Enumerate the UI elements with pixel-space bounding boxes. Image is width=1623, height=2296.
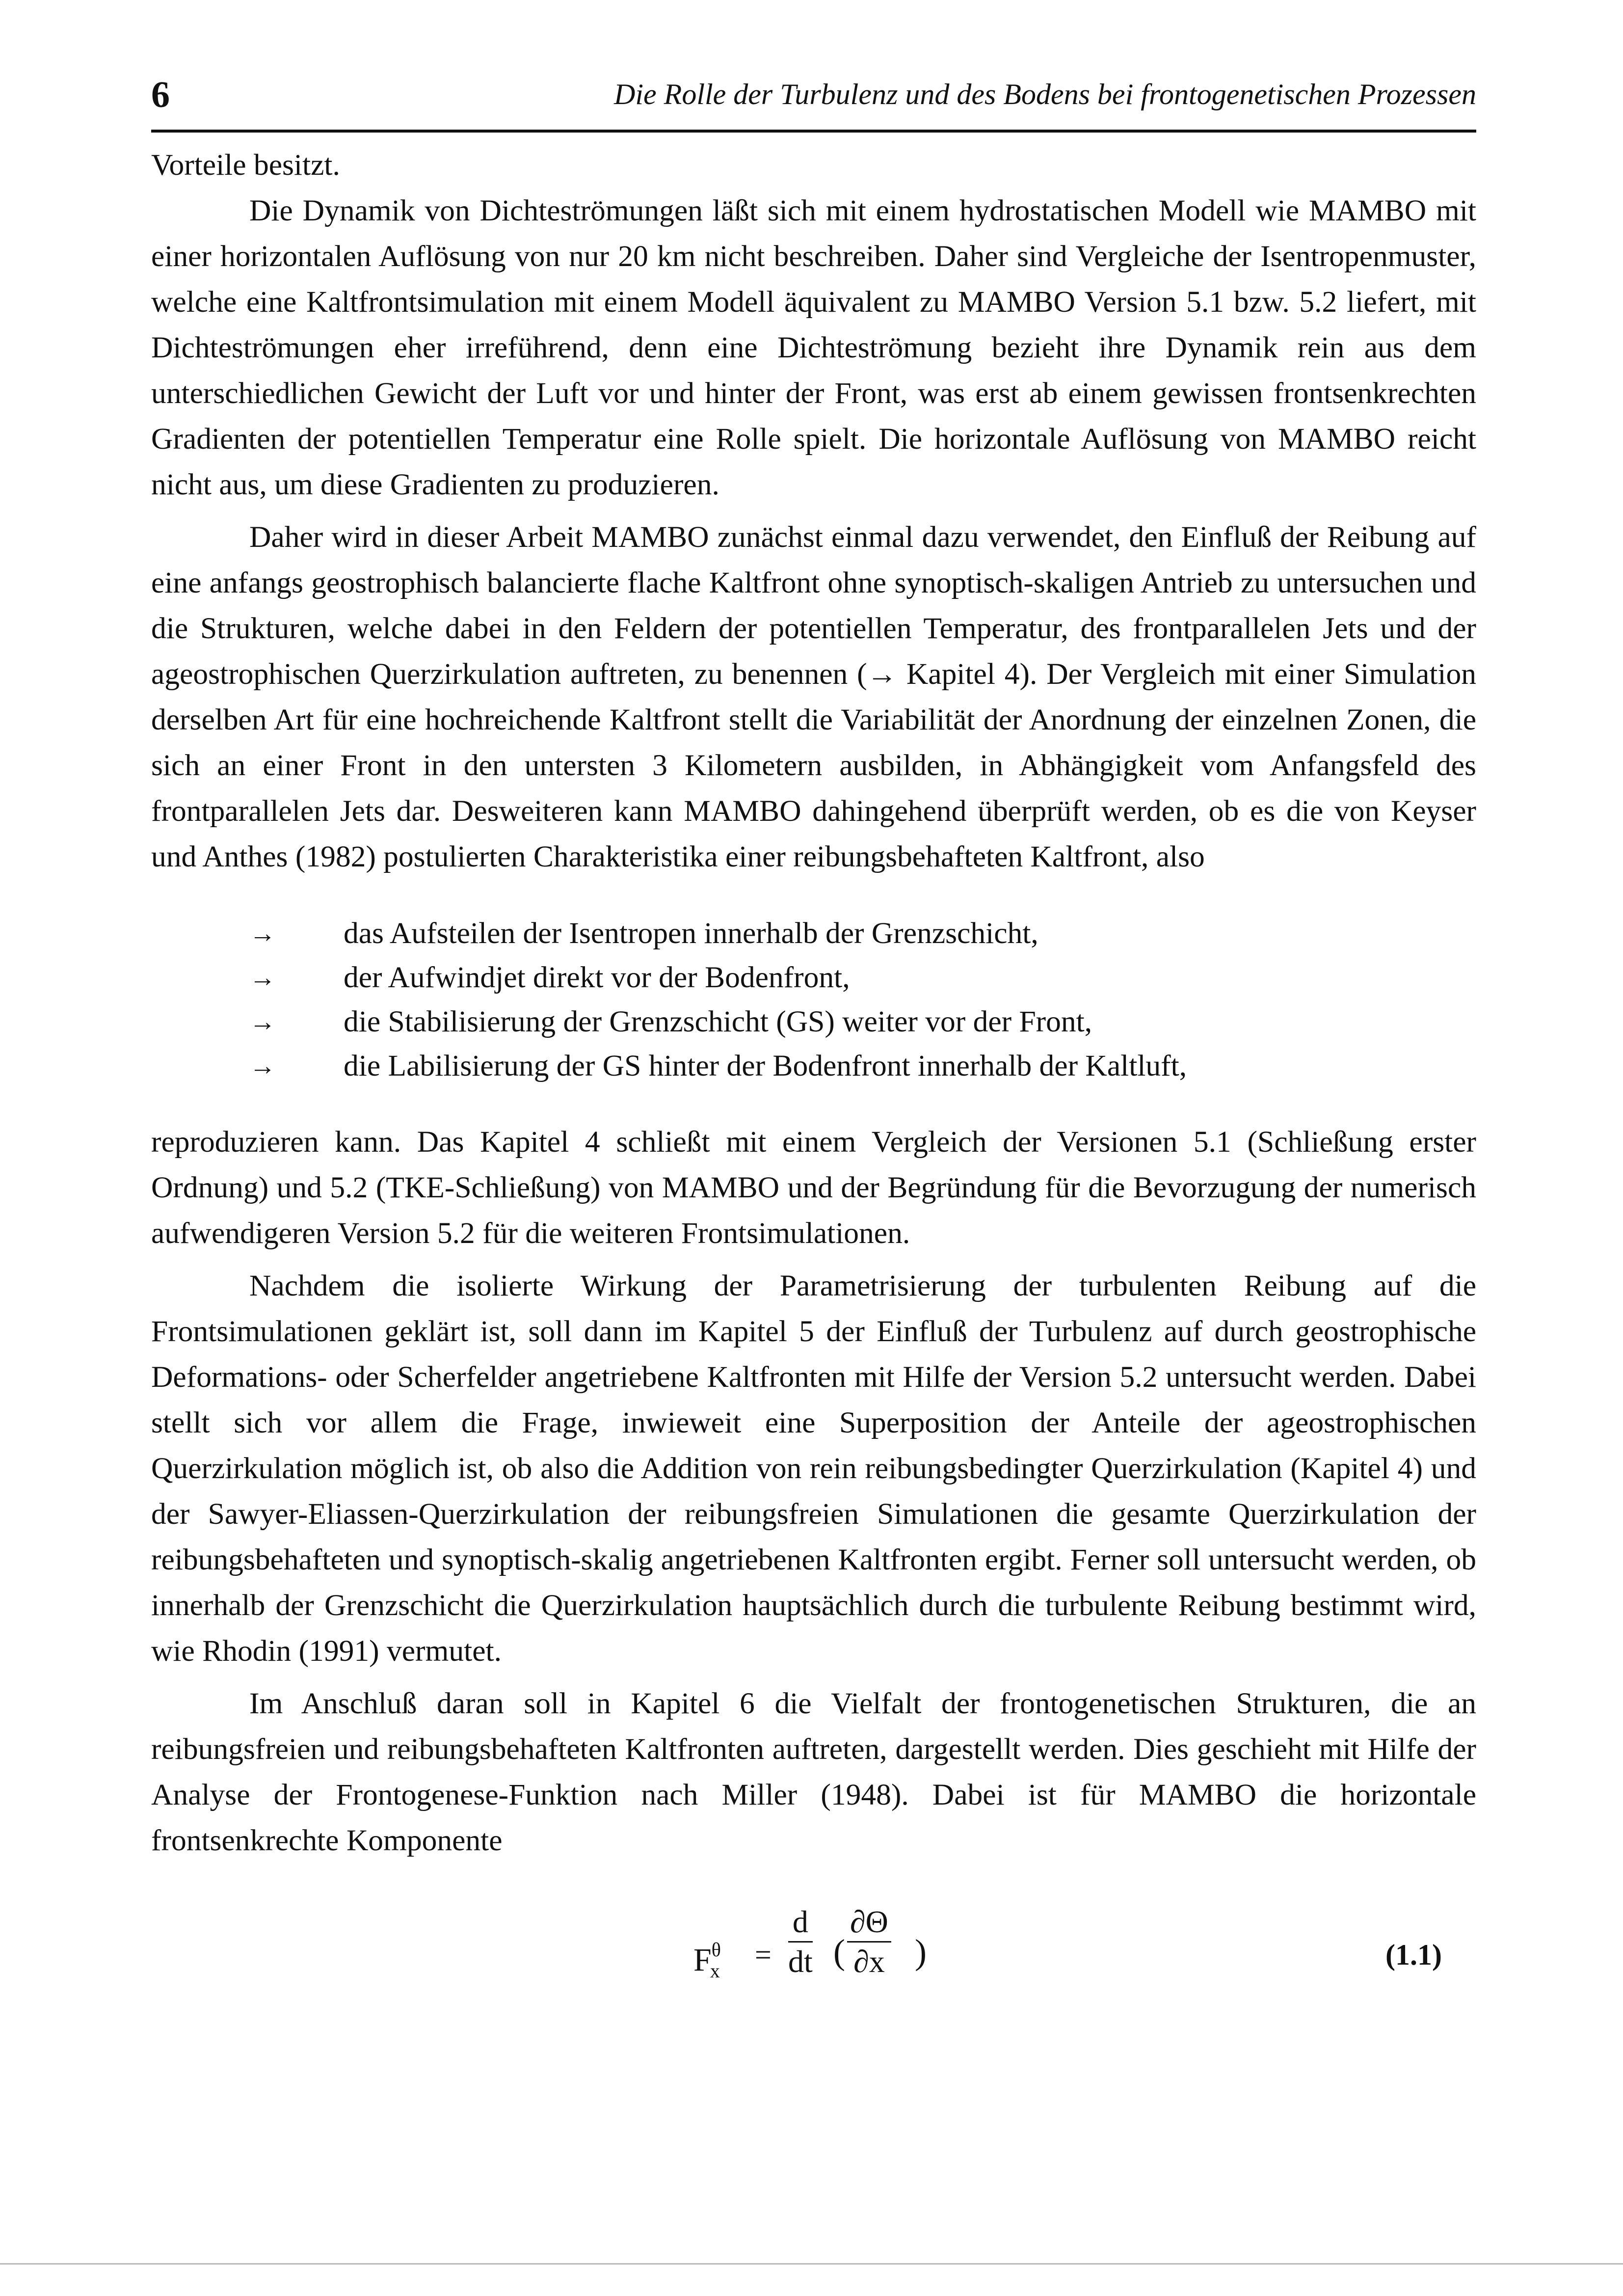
footer-rule — [0, 2263, 1623, 2265]
header-rule — [151, 130, 1476, 133]
list-item — [151, 955, 1476, 999]
paragraph: Die Dynamik von Dichteströmungen läßt sich mit einem hydrostatischen Modell wie MAMBO mit einer horizontalen Auflösung von nur 20 km nicht beschreiben. Daher sind Vergleiche der Isentropenmuster, welche eine Kaltfrontsimulation mit einem Modell äquivalent zu MAMBO Version 5.1 bzw. 5.2 liefert, mit Dichteströmungen eher irreführend, denn eine Dichteströmung bezieht ihre Dynamik rein aus dem unterschiedlichen Gewicht der Luft vor und hinter der Front, was erst ab einem gewissen frontsenkrechten Gradienten der potentiellen Temperatur eine Rolle spielt. Die horizontale Auflösung von MAMBO reicht nicht aus, um diese Gradienten zu produzieren. — [151, 194, 1476, 501]
paragraph: reproduzieren kann. Das Kapitel 4 schließt mit einem Vergleich der Versionen 5.1 (Schließung erster Ordnung) und 5.2 (TKE-Schließung) von MAMBO und der Begründung für die Bevorzugung der numerisch aufwendigeren Version 5.2 für die weiteren Frontsimulationen. — [151, 1125, 1476, 1250]
equation-superscript: θ — [711, 1939, 721, 1961]
equation-symbol-f: F — [693, 1942, 712, 1978]
list-item — [151, 1044, 1476, 1088]
fraction-numerator: d — [788, 1903, 813, 1943]
list-item — [151, 999, 1476, 1044]
equation-1-1 — [151, 1903, 1476, 2016]
equation-number: (1.1) — [1385, 1939, 1442, 1971]
total-derivative-fraction — [788, 1903, 813, 1981]
paragraph: Daher wird in dieser Arbeit MAMBO zunächst einmal dazu verwendet, den Einfluß der Reibung auf eine anfangs geostrophisch balancierte flache Kaltfront ohne synoptisch-skaligen Antrieb zu untersuchen und die Strukturen, welche dabei in den Feldern der potentiellen Temperatur, des frontparallelen Jets und der ageostrophischen Querzirkulation auftreten, zu benennen (→ Kapitel 4). Der Vergleich mit einer Simulation derselben Art für eine hochreichende Kaltfront stellt die Variabilität der Anordnung der einzelnen Zonen, die sich an einer Front in den untersten 3 Kilometern ausbilden, in Abhängigkeit vom Anfangsfeld des frontparallelen Jets dar. Desweiteren kann MAMBO dahingehend überprüft werden, ob es die von Keyser und Anthes (1982) postulierten Charakteristika einer reibungsbehafteten Kaltfront, also — [151, 520, 1476, 873]
fraction-denominator: dt — [788, 1944, 813, 1979]
list-item-text: der Aufwindjet direkt vor der Bodenfront, — [344, 961, 850, 994]
characteristics-list — [151, 911, 1476, 1088]
list-item-text: das Aufsteilen der Isentropen innerhalb der Grenzschicht, — [344, 917, 1038, 950]
arrow-icon: → — [249, 918, 276, 948]
paragraph: Im Anschluß daran soll in Kapitel 6 die Vielfalt der frontogenetischen Strukturen, die an reibungsfreien und reibungsbehafteten Kaltfronten auftreten, dargestellt werden. Dies geschieht mit Hilfe der Analyse der Frontogenese-Funktion nach Miller (1948). Dabei ist für MAMBO die horizontale frontsenkrechte Komponente — [151, 1687, 1476, 1857]
page-header — [151, 74, 1476, 128]
page-number: 6 — [151, 74, 170, 115]
paragraph: Nachdem die isolierte Wirkung der Parametrisierung der turbulenten Reibung auf die Frontsimulationen geklärt ist, soll dann im Kapitel 5 der Einfluß der Turbulenz auf durch geostrophische Deformations- oder Scherfelder angetriebene Kaltfronten mit Hilfe der Version 5.2 untersucht werden. Dabei stellt sich vor allem die Frage, inwieweit eine Superposition der Anteile der ageostrophischen Querzirkulation möglich ist, ob also die Addition von rein reibungsbedingter Querzirkulation (Kapitel 4) und der Sawyer-Eliassen-Querzirkulation der reibungsfreien Simulationen die gesamte Querzirkulation der reibungsbehafteten und synoptisch-skalig angetriebenen Kaltfronten ergibt. Ferner soll untersucht werden, ob innerhalb der Grenzschicht die Querzirkulation hauptsächlich durch die turbulente Reibung bestimmt wird, wie Rhodin (1991) vermutet. — [151, 1269, 1476, 1668]
arrow-icon: → — [249, 1007, 276, 1036]
body-text — [151, 142, 1476, 2016]
fraction-numerator: ∂Θ — [847, 1903, 891, 1943]
equation-subscript: x — [710, 1960, 720, 1982]
list-item — [151, 911, 1476, 955]
arrow-icon: → — [249, 1051, 276, 1080]
close-paren: ) — [915, 1932, 927, 1972]
running-title: Die Rolle der Turbulenz und des Bodens bei frontogenetischen Prozessen — [614, 78, 1476, 110]
paragraph: Vorteile besitzt. — [151, 148, 340, 182]
fraction-denominator: ∂x — [853, 1944, 885, 1979]
equation-equals: = — [755, 1939, 772, 1971]
arrow-icon: → — [249, 963, 276, 992]
list-item-text: die Stabilisierung der Grenzschicht (GS) weiter vor der Front, — [344, 1005, 1092, 1038]
equation-lhs — [693, 1930, 731, 1994]
list-item-text: die Labilisierung der GS hinter der Bodenfront innerhalb der Kaltluft, — [344, 1049, 1187, 1082]
open-paren: ( — [833, 1932, 845, 1972]
partial-derivative-fraction — [847, 1903, 891, 1981]
